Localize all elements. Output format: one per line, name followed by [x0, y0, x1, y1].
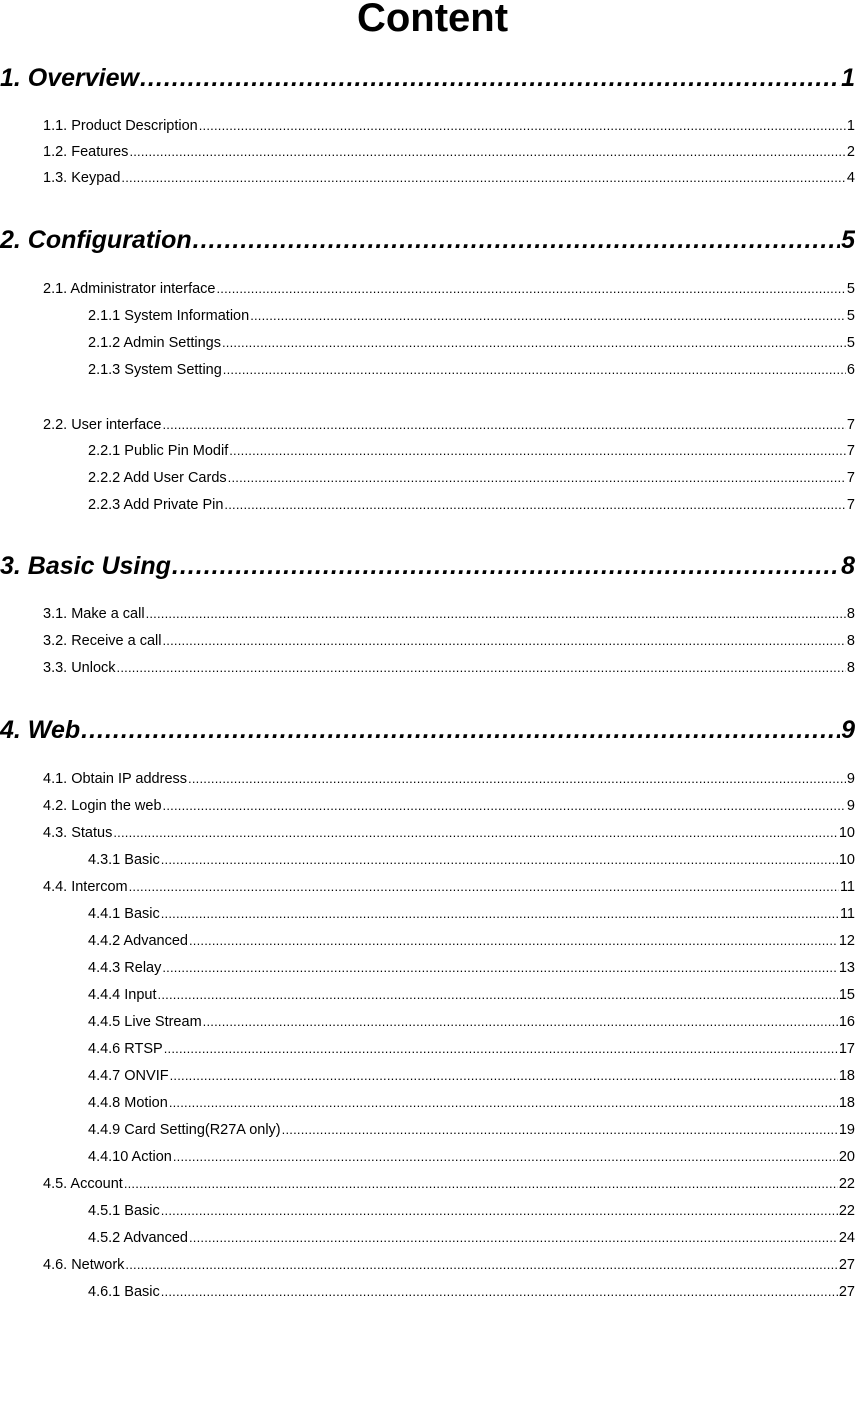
toc-entry-page-number: 7	[846, 470, 855, 486]
toc-chapter-entry[interactable]	[0, 551, 855, 581]
dot-leader	[199, 117, 846, 135]
toc-entry-page-number: 22	[838, 1176, 855, 1192]
toc-entry[interactable]	[88, 1202, 855, 1220]
toc-entry-page-number: 5	[846, 281, 855, 297]
dot-leader	[169, 1094, 838, 1112]
dot-leader	[170, 1067, 838, 1085]
dot-leader	[164, 1040, 838, 1058]
toc-entry-label: 4.4.2 Advanced	[88, 933, 188, 949]
toc-entry-page-number: 16	[838, 1014, 855, 1030]
toc-entry-label: 2.2.3 Add Private Pin	[88, 497, 224, 513]
toc-entry-page-number: 8	[841, 552, 855, 580]
toc-entry-page-number: 8	[846, 660, 855, 676]
dot-leader	[223, 361, 846, 379]
toc-entry[interactable]	[88, 469, 855, 487]
toc-entry[interactable]	[43, 632, 855, 650]
dot-leader	[216, 280, 845, 298]
toc-entry-page-number: 7	[846, 417, 855, 433]
dot-leader	[129, 878, 839, 896]
toc-entry-label: 2.2.2 Add User Cards	[88, 470, 227, 486]
dot-leader	[222, 334, 846, 352]
toc-entry-label: 1.3. Keypad	[43, 170, 121, 186]
toc-entry-label: 4.4.9 Card Setting(R27A only)	[88, 1122, 281, 1138]
toc-entry-label: 4. Web	[0, 716, 81, 744]
toc-entry[interactable]	[88, 1067, 855, 1085]
toc-entry-label: 2.1.3 System Setting	[88, 362, 222, 378]
toc-entry[interactable]	[43, 659, 855, 677]
toc-entry-page-number: 4	[846, 170, 855, 186]
toc-entry-page-number: 12	[838, 933, 855, 949]
dot-leader	[158, 986, 838, 1004]
toc-entry-label: 1. Overview	[0, 64, 139, 92]
toc-entry[interactable]	[88, 1148, 855, 1166]
dot-leader	[129, 143, 845, 161]
toc-entry-label: 2.1.1 System Information	[88, 308, 250, 324]
toc-entry[interactable]	[88, 1229, 855, 1247]
dot-leader	[282, 1121, 838, 1139]
toc-entry-label: 2.1.2 Admin Settings	[88, 335, 221, 351]
dot-leader	[117, 659, 846, 677]
toc-entry[interactable]	[88, 1094, 855, 1112]
toc-entry[interactable]	[43, 1256, 855, 1274]
toc-entry-label: 4.1. Obtain IP address	[43, 771, 188, 787]
toc-entry[interactable]	[88, 959, 855, 977]
dot-leader	[224, 496, 846, 514]
toc-entry-page-number: 6	[846, 362, 855, 378]
toc-entry[interactable]	[88, 1040, 855, 1058]
dot-leader	[228, 469, 846, 487]
toc-entry-label: 4.4.4 Input	[88, 987, 157, 1003]
toc-entry-label: 4.4. Intercom	[43, 879, 128, 895]
toc-entry-page-number: 18	[838, 1068, 855, 1084]
toc-entry[interactable]	[88, 851, 855, 869]
toc-entry[interactable]	[43, 797, 855, 815]
toc-entry-page-number: 27	[838, 1284, 855, 1300]
dot-leader	[162, 416, 845, 434]
toc-entry-page-number: 13	[838, 960, 855, 976]
toc-entry-page-number: 11	[839, 906, 855, 922]
toc-entry-page-number: 8	[846, 606, 855, 622]
toc-entry[interactable]	[43, 169, 855, 187]
toc-entry-label: 4.6. Network	[43, 1257, 125, 1273]
toc-entry-label: 3. Basic Using	[0, 552, 171, 580]
dot-leader	[162, 959, 838, 977]
toc-entry-page-number: 27	[838, 1257, 855, 1273]
dot-leader	[229, 442, 846, 460]
toc-entry-page-number: 9	[846, 798, 855, 814]
toc-entry[interactable]	[88, 1013, 855, 1031]
dot-leader	[193, 225, 840, 255]
toc-entry-page-number: 18	[838, 1095, 855, 1111]
dot-leader	[188, 770, 846, 788]
toc-entry-label: 4.4.3 Relay	[88, 960, 162, 976]
dot-leader	[161, 1283, 838, 1301]
dot-leader	[146, 605, 846, 623]
toc-chapter-entry[interactable]	[0, 225, 855, 255]
toc-chapter-entry[interactable]	[0, 715, 855, 745]
toc-entry-label: 4.4.1 Basic	[88, 906, 160, 922]
toc-entry[interactable]	[88, 905, 855, 923]
dot-leader	[124, 1175, 838, 1193]
dot-leader	[189, 932, 838, 950]
dot-leader	[172, 551, 840, 581]
toc-entry-label: 1.2. Features	[43, 144, 129, 160]
dot-leader	[113, 824, 838, 842]
dot-leader	[163, 797, 846, 815]
toc-entry[interactable]	[43, 280, 855, 298]
toc-entry-label: 4.5. Account	[43, 1176, 123, 1192]
toc-entry-page-number: 17	[838, 1041, 855, 1057]
toc-entry[interactable]	[43, 824, 855, 842]
toc-entry[interactable]	[88, 986, 855, 1004]
toc-entry-label: 4.3.1 Basic	[88, 852, 160, 868]
toc-entry-page-number: 9	[841, 716, 855, 744]
dot-leader	[203, 1013, 838, 1031]
toc-entry[interactable]	[88, 496, 855, 514]
toc-entry-page-number: 19	[838, 1122, 855, 1138]
toc-entry-page-number: 11	[839, 879, 855, 895]
toc-entry-page-number: 5	[846, 308, 855, 324]
toc-entry[interactable]	[88, 442, 855, 460]
toc-entry-page-number: 20	[838, 1149, 855, 1165]
toc-entry-page-number: 1	[841, 64, 855, 92]
toc-entry[interactable]	[43, 605, 855, 623]
toc-entry-label: 4.4.6 RTSP	[88, 1041, 163, 1057]
toc-entry[interactable]	[88, 1121, 855, 1139]
toc-entry[interactable]	[88, 361, 855, 379]
toc-entry[interactable]	[43, 1175, 855, 1193]
toc-entry-page-number: 5	[841, 226, 855, 254]
toc-entry-page-number: 1	[846, 118, 855, 134]
toc-entry-page-number: 7	[846, 497, 855, 513]
toc-entry-label: 4.4.10 Action	[88, 1149, 172, 1165]
toc-chapter-entry[interactable]	[0, 63, 855, 93]
toc-entry-label: 4.2. Login the web	[43, 798, 162, 814]
toc-entry-page-number: 9	[846, 771, 855, 787]
dot-leader	[140, 63, 840, 93]
toc-entry[interactable]	[88, 1283, 855, 1301]
toc-entry-label: 4.4.7 ONVIF	[88, 1068, 169, 1084]
toc-entry-label: 2. Configuration	[0, 226, 192, 254]
toc-entry-label: 2.1. Administrator interface	[43, 281, 216, 297]
toc-entry-label: 4.4.5 Live Stream	[88, 1014, 202, 1030]
dot-leader	[250, 307, 846, 325]
toc-entry-label: 4.3. Status	[43, 825, 113, 841]
toc-entry-label: 4.5.1 Basic	[88, 1203, 160, 1219]
toc-entry-label: 4.5.2 Advanced	[88, 1230, 188, 1246]
toc-entry[interactable]	[88, 932, 855, 950]
dot-leader	[161, 1202, 838, 1220]
toc-entry-page-number: 15	[838, 987, 855, 1003]
toc-entry[interactable]	[43, 770, 855, 788]
toc-entry[interactable]	[88, 307, 855, 325]
toc-entry-page-number: 22	[838, 1203, 855, 1219]
toc-entry-label: 3.3. Unlock	[43, 660, 116, 676]
toc-entry-label: 3.2. Receive a call	[43, 633, 162, 649]
toc-entry[interactable]	[43, 878, 855, 896]
page-title: Content	[356, 0, 509, 40]
toc-entry-label: 4.4.8 Motion	[88, 1095, 168, 1111]
toc-entry-label: 2.2. User interface	[43, 417, 162, 433]
toc-entry[interactable]	[43, 416, 855, 434]
toc-entry[interactable]	[43, 143, 855, 161]
dot-leader	[173, 1148, 838, 1166]
dot-leader	[161, 905, 839, 923]
toc-entry-page-number: 2	[846, 144, 855, 160]
dot-leader	[125, 1256, 837, 1274]
toc-entry-label: 2.2.1 Public Pin Modif	[88, 443, 229, 459]
toc-entry-label: 3.1. Make a call	[43, 606, 145, 622]
dot-leader	[161, 851, 838, 869]
dot-leader	[162, 632, 845, 650]
dot-leader	[189, 1229, 838, 1247]
toc-entry-page-number: 10	[838, 825, 855, 841]
toc-entry-label: 4.6.1 Basic	[88, 1284, 160, 1300]
toc-entry-label: 1.1. Product Description	[43, 118, 198, 134]
toc-entry-page-number: 8	[846, 633, 855, 649]
toc-entry-page-number: 10	[838, 852, 855, 868]
toc-entry-page-number: 24	[838, 1230, 855, 1246]
dot-leader	[121, 169, 846, 187]
dot-leader	[81, 715, 840, 745]
toc-entry[interactable]	[88, 334, 855, 352]
toc-entry-page-number: 7	[846, 443, 855, 459]
toc-entry-page-number: 5	[846, 335, 855, 351]
toc-entry[interactable]	[43, 117, 855, 135]
